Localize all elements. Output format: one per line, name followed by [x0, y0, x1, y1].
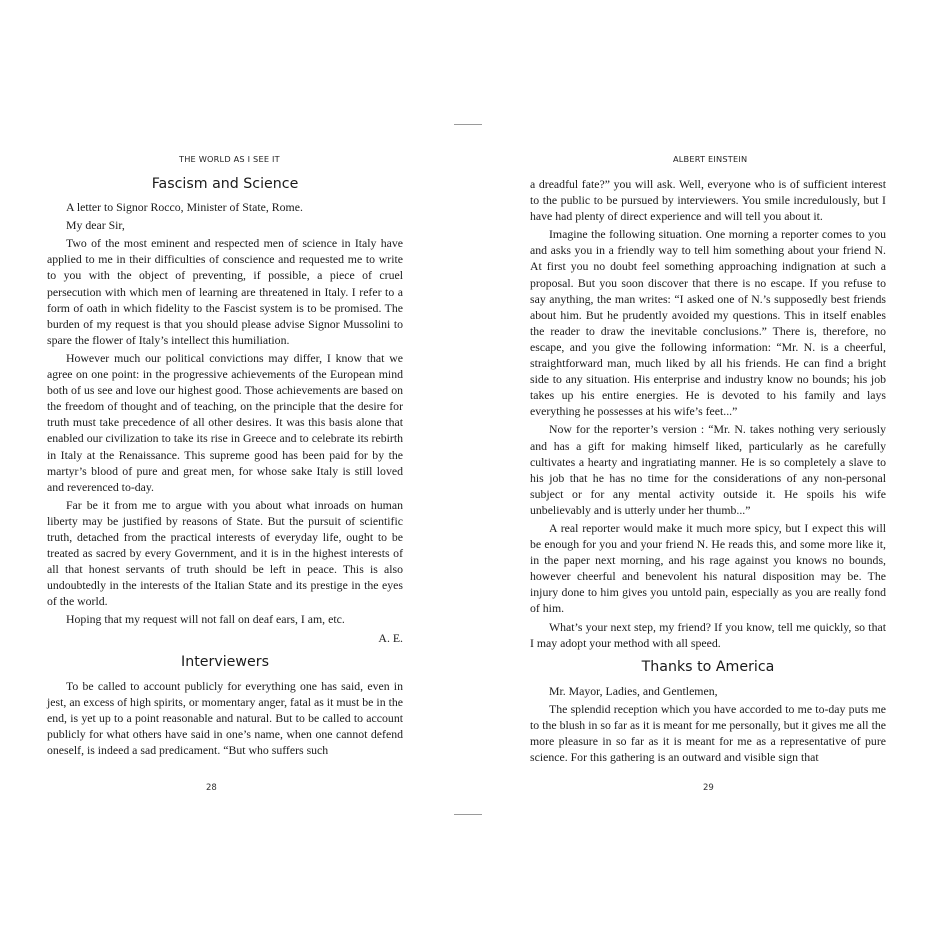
paragraph: Now for the reporter’s version : “Mr. N. takes nothing very seriously and has a gift for making himself liked, particularly as he carefully cultivates a hearty and ingratiating manner. He is so completely a slave to his job that he has no time for the considerations of any non-personal subject or for any mental activity outside it. He spoils his wife unbelievably and is utterly under her thumb...”: [530, 422, 886, 517]
signature: A. E.: [378, 630, 403, 645]
paragraph: Mr. Mayor, Ladies, and Gentlemen,: [549, 683, 718, 698]
bottom-center-rule: [454, 814, 482, 815]
paragraph: The splendid reception which you have accorded to me to-day puts me to the blush in so far as it is meant for me personally, but it gives me all the more pleasure in so far as it is meant for me as a representative of pure science. For this gathering is an outward and visible sign that: [530, 701, 886, 765]
left-page-number: 28: [206, 783, 217, 793]
paragraph: Hoping that my request will not fall on deaf ears, I am, etc.: [66, 612, 345, 627]
right-page-body: [530, 176, 886, 765]
paragraph: What’s your next step, my friend? If you know, tell me quickly, so that I may adopt your method with all speed.: [530, 619, 886, 650]
paragraph: a dreadful fate?” you will ask. Well, everyone who is of sufficient interest to the public to be pursued by interviewers. You smile incredulously, but I have had plenty of direct experience and will tell you about it.: [530, 177, 886, 224]
right-running-head: ALBERT EINSTEIN: [673, 154, 748, 164]
left-page-body: [47, 176, 403, 758]
right-page-number: 29: [703, 783, 714, 793]
paragraph: Two of the most eminent and respected men of science in Italy have applied to me in their difficulties of conscience and requested me to write to you with the object of preventing, if possible, a piece of cruel persecution with which men of learning are threatened in Italy. I refer to a form of oath in which fidelity to the Fascist system is to be promised. The burden of my request is that you should please advise Signor Mussolini to spare the flower of Italy’s intellect this humiliation.: [47, 236, 403, 347]
paragraph: Far be it from me to argue with you about what inroads on human liberty may be justified by reasons of State. But the pursuit of scientific truth, detached from the practical interests of everyday life, ought to be treated as sacred by every Government, and it is in the highest interests of all that honest servants of truth should be left in peace. This is also undoubtedly in the interests of the Italian State and its prestige in the eyes of the world.: [47, 497, 403, 609]
paragraph: My dear Sir,: [66, 218, 125, 233]
paragraph: A real reporter would make it much more spicy, but I expect this will be enough for you and your friend N. He reads this, and some more like it, in the paper next morning, and his rage against you knows no bounds, however cheerful and benevolent his natural disposition may be. The injury done to him gives you untold pain, especially as you are really fond of him.: [530, 520, 886, 616]
left-running-head: THE WORLD AS I SEE IT: [179, 154, 280, 164]
section-title-thanks-to-america: Thanks to America: [641, 658, 775, 675]
section-title-interviewers: Interviewers: [181, 653, 269, 670]
top-center-rule: [454, 124, 482, 125]
paragraph: However much our political convictions may differ, I know that we agree on one point: in the progressive achievements of the European mind both of us see and love our highest good. Those achievements are based on the freedom of thought and of teaching, on the principle that the desire for truth must take precedence of all other desires. It was this basis alone that enabled our civilization to take its rise in Greece and to celebrate its rebirth in Italy at the Renaissance. This supreme good has been paid for by the martyr’s blood of pure and great men, for whose sake Italy is still loved and reverenced to-day.: [47, 350, 403, 494]
paragraph: To be called to account publicly for everything one has said, even in jest, an excess of high spirits, or momentary anger, fatal as it must be in the end, is yet up to a point reasonable and natural. But to be called to account publicly for what others have said in one’s name, when one cannot defend oneself, is indeed a sad predicament. “But who suffers such: [47, 678, 403, 758]
paragraph: Imagine the following situation. One morning a reporter comes to you and asks you in a friendly way to tell him something about your friend N. At first you no doubt feel something approaching indignation at such a proposal. But you soon discover that there is no escape. If you refuse to say anything, the man writes: “I asked one of N.’s supposedly best friends about him. But he prudently avoided my questions. This in itself enables the reader to draw the inevitable conclusions.” There is, therefore, no escape, and you give the following information: “Mr. N. is a cheerful, straightforward man, much liked by all his friends. He can find a bright side to any situation. His enterprise and industry know no bounds; his job takes up his entire energies. He is devoted to his family and lays everything he possesses at his wife’s feet...”: [530, 227, 886, 419]
paragraph: A letter to Signor Rocco, Minister of State, Rome.: [66, 200, 303, 215]
section-title-fascism-and-science: Fascism and Science: [151, 176, 299, 192]
